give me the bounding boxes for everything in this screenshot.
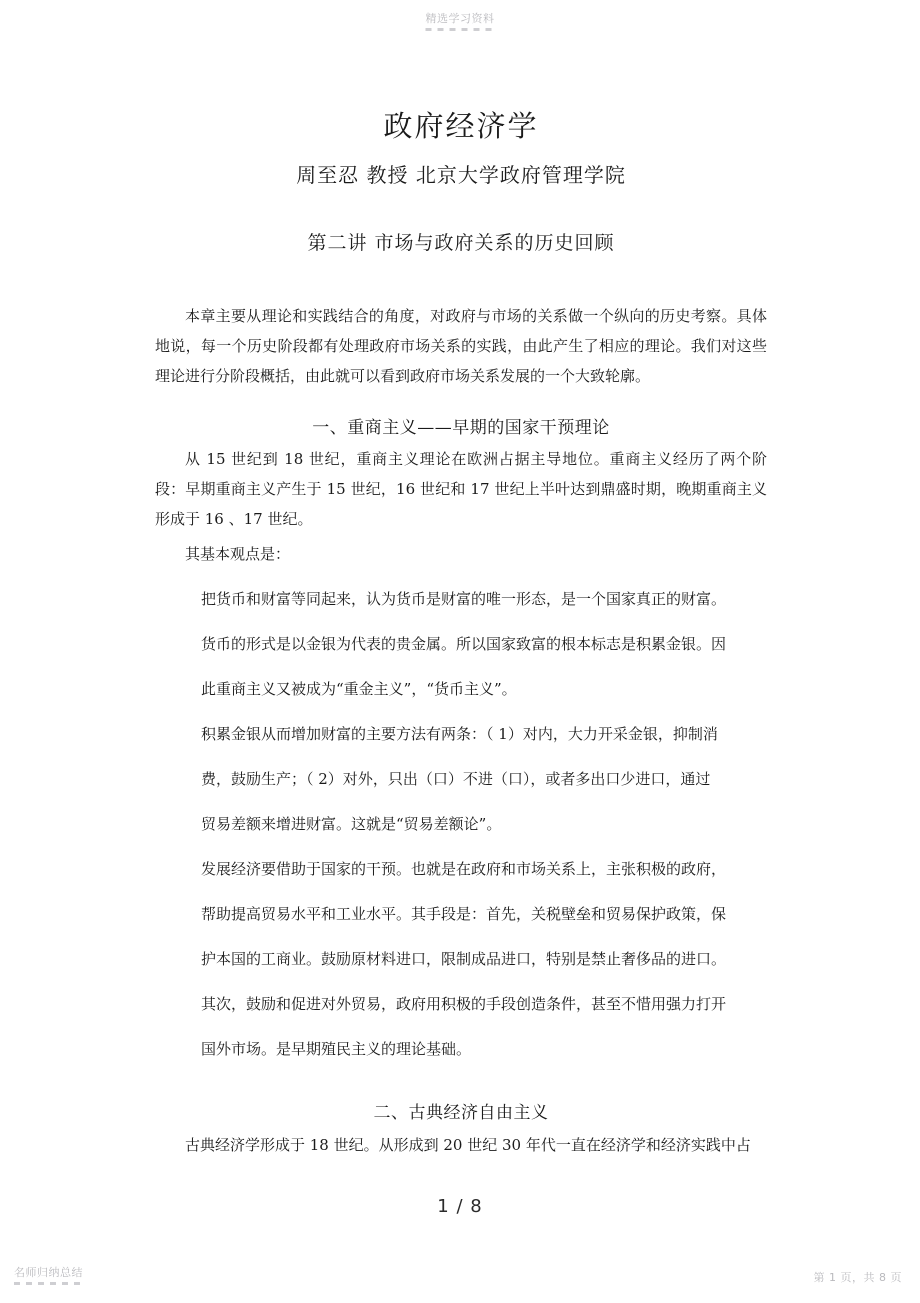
author-affiliation: 周至忍 教授 北京大学政府管理学院 (296, 163, 626, 188)
watermark-bottom-left (14, 1264, 83, 1285)
lead-in-text: 其基本观点是： (185, 544, 291, 563)
quote-line: 积累金银从而增加财富的主要方法有两条：（ 1）对内，大力开采金银，抑制消 (201, 724, 718, 743)
quote-line: 费，鼓励生产；（ 2）对外，只出（口）不进（口），或者多出口少进口，通过 (201, 769, 711, 788)
intro-paragraph: 本章主要从理论和实践结合的角度，对政府与市场的关系做一个纵向的历史考察。具体地说，每一个历史阶段都有处理政府市场关系的实践，由此产生了相应的理论。我们对这些理论进行分阶段概括，由此就可以看到政府市场关系发展的一个大致轮廓。 (155, 306, 767, 385)
watermark-bottom-text: 名师归纳总结 (14, 1266, 83, 1279)
page-title: 政府经济学 (383, 109, 539, 143)
quote-line: 国外市场。是早期殖民主义的理论基础。 (201, 1039, 472, 1058)
quote-block-mercantilism (155, 569, 767, 1072)
quote-line: 贸易差额来增进财富。这就是“贸易差额论”。 (201, 814, 502, 833)
section-paragraph-classical-liberalism: 古典经济学形成于 18 世纪。从形成到 20 世纪 30 年代一直在经济学和经济实践中占 (185, 1135, 751, 1154)
quote-line: 此重商主义又被成为“重金主义”，“货币主义”。 (201, 679, 517, 698)
quote-line: 帮助提高贸易水平和工业水平。其手段是：首先，关税壁垒和贸易保护政策，保 (201, 904, 727, 923)
quote-line: 把货币和财富等同起来，认为货币是财富的唯一形态，是一个国家真正的财富。 (201, 589, 727, 608)
document-content (155, 0, 767, 1160)
page-indicator: 1 / 8 (437, 1196, 483, 1217)
section-paragraph-mercantilism: 从 15 世纪到 18 世纪，重商主义理论在欧洲占据主导地位。重商主义经历了两个阶段：早期重商主义产生于 15 世纪，16 世纪和 17 世纪上半叶达到鼎盛时期，晚期重商主义形成于 16 、17 世纪。 (155, 449, 767, 528)
quote-line: 货币的形式是以金银为代表的贵金属。所以国家致富的根本标志是积累金银。因 (201, 634, 727, 653)
quote-line: 发展经济要借助于国家的干预。也就是在政府和市场关系上，主张积极的政府， (201, 859, 727, 878)
quote-line: 其次，鼓励和促进对外贸易，政府用积极的手段创造条件，甚至不惜用强力打开 (201, 994, 727, 1013)
lecture-title: 第二讲 市场与政府关系的历史回顾 (307, 232, 615, 255)
section-heading-classical-liberalism: 二、古典经济自由主义 (373, 1102, 549, 1123)
quote-line: 护本国的工商业。鼓励原材料进口，限制成品进口，特别是禁止奢侈品的进口。 (201, 949, 727, 968)
watermark-bottom-rule (14, 1282, 83, 1285)
watermark-top-text: 精选学习资料 (425, 12, 495, 25)
section-heading-mercantilism: 一、重商主义——早期的国家干预理论 (312, 417, 610, 438)
page-count-label: 第 1 页，共 8 页 (813, 1271, 902, 1284)
